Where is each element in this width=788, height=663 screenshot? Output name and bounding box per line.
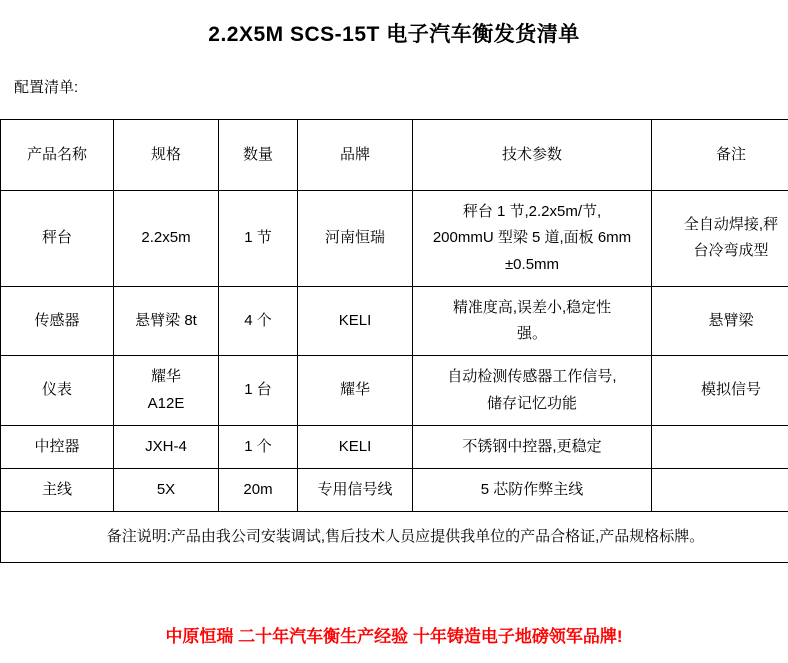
cell-params [413, 469, 652, 512]
cell-name: 主线 [1, 469, 114, 512]
cell-params-line: ±0.5mm [417, 252, 647, 278]
cell-params [413, 191, 652, 287]
cell-params-line: 不锈钢中控器,更稳定 [417, 434, 647, 460]
cell-params-line: 精准度高,误差小,稳定性 [417, 295, 647, 321]
cell-qty: 1 台 [219, 356, 298, 426]
cell-spec [114, 356, 219, 426]
cell-remark [652, 191, 788, 287]
table-row [1, 425, 788, 468]
cell-params-line: 5 芯防作弊主线 [417, 477, 647, 503]
cell-name: 传感器 [1, 286, 114, 356]
cell-name: 中控器 [1, 425, 114, 468]
column-header-params: 技术参数 [413, 120, 652, 191]
table-row [1, 286, 788, 356]
table-row [1, 191, 788, 287]
cell-brand: 河南恒瑞 [298, 191, 413, 287]
cell-params [413, 356, 652, 426]
cell-spec-line: A12E [118, 391, 214, 417]
table-row [1, 469, 788, 512]
section-label: 配置清单: [14, 76, 788, 97]
cell-remark [652, 469, 788, 512]
table-note-row [1, 512, 788, 563]
cell-params [413, 286, 652, 356]
cell-remark [652, 356, 788, 426]
cell-qty: 20m [219, 469, 298, 512]
cell-brand: 耀华 [298, 356, 413, 426]
table-note: 备注说明:产品由我公司安装调试,售后技术人员应提供我单位的产品合格证,产品规格标牌。 [1, 512, 788, 563]
cell-params-line: 自动检测传感器工作信号, [417, 364, 647, 390]
table-row [1, 356, 788, 426]
column-header-name: 产品名称 [1, 120, 114, 191]
column-header-remark: 备注 [652, 120, 788, 191]
cell-spec-line: 耀华 [118, 364, 214, 390]
cell-params-line: 强。 [417, 321, 647, 347]
cell-spec-line: JXH-4 [118, 434, 214, 460]
cell-remark [652, 286, 788, 356]
column-header-spec: 规格 [114, 120, 219, 191]
cell-qty: 1 个 [219, 425, 298, 468]
cell-spec [114, 191, 219, 287]
cell-spec-line: 悬臂梁 8t [118, 308, 214, 334]
cell-qty: 4 个 [219, 286, 298, 356]
document-page [0, 18, 788, 663]
cell-spec [114, 425, 219, 468]
spec-table [0, 119, 788, 563]
cell-spec [114, 469, 219, 512]
cell-remark [652, 425, 788, 468]
cell-remark-line: 全自动焊接,秤 [656, 212, 788, 238]
table-header-row [1, 120, 788, 191]
column-header-brand: 品牌 [298, 120, 413, 191]
footer-slogan: 中原恒瑞 二十年汽车衡生产经验 十年铸造电子地磅领军品牌! [0, 622, 788, 647]
cell-brand: 专用信号线 [298, 469, 413, 512]
cell-params-line: 储存记忆功能 [417, 391, 647, 417]
cell-remark-line: 悬臂梁 [656, 308, 788, 334]
cell-qty: 1 节 [219, 191, 298, 287]
cell-brand: KELI [298, 286, 413, 356]
column-header-qty: 数量 [219, 120, 298, 191]
cell-name: 仪表 [1, 356, 114, 426]
page-title: 2.2X5M SCS-15T 电子汽车衡发货清单 [0, 18, 788, 48]
cell-params-line: 200mmU 型梁 5 道,面板 6mm [417, 225, 647, 251]
cell-spec [114, 286, 219, 356]
cell-brand: KELI [298, 425, 413, 468]
cell-params [413, 425, 652, 468]
cell-spec-line: 5X [118, 477, 214, 503]
cell-remark-line: 模拟信号 [656, 377, 788, 403]
cell-name: 秤台 [1, 191, 114, 287]
cell-params-line: 秤台 1 节,2.2x5m/节, [417, 199, 647, 225]
cell-remark-line: 台冷弯成型 [656, 238, 788, 264]
cell-spec-line: 2.2x5m [118, 225, 214, 251]
